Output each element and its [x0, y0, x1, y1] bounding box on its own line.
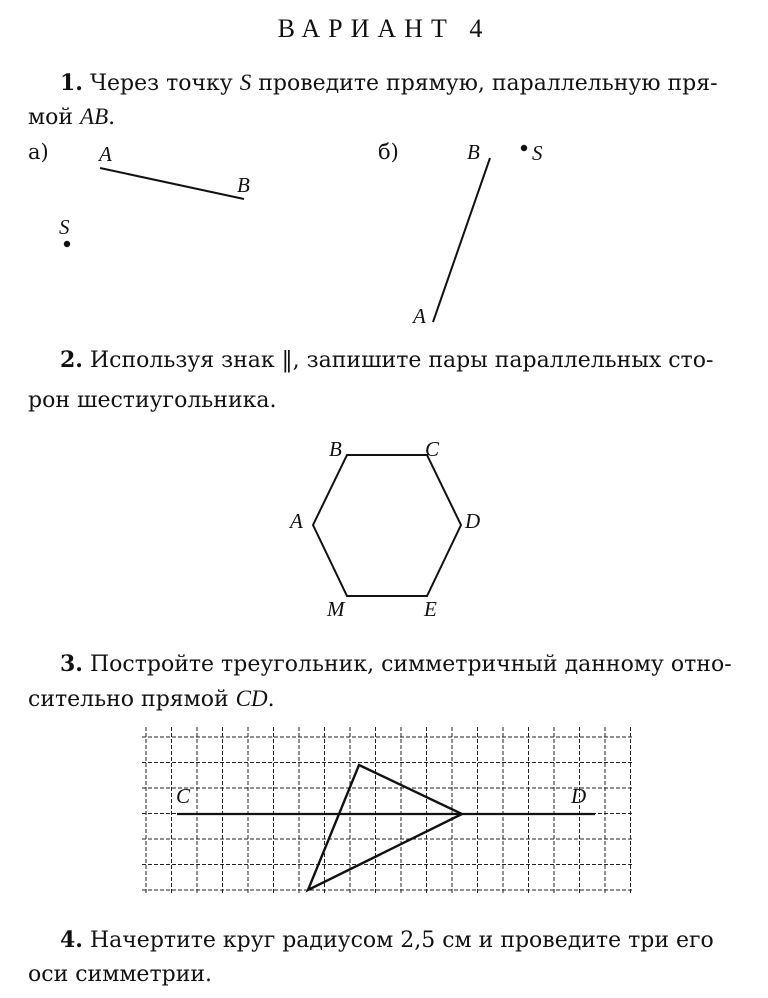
- task-1-text-b: проведите прямую, параллельную пря-: [251, 71, 718, 96]
- hexagon-vertex-C-label: C: [425, 437, 440, 461]
- grid-paper: [142, 727, 634, 895]
- task-1-number: 1.: [60, 70, 83, 96]
- task-1b-point-A-label: A: [413, 304, 426, 328]
- task-1a-point-S: [64, 241, 70, 247]
- task-4-line-2: оси симметрии.: [28, 962, 213, 987]
- task-1-part-b-label: б): [378, 140, 399, 164]
- hexagon-vertex-B-label: B: [329, 437, 342, 461]
- task-1-part-a-label: а): [28, 140, 49, 164]
- page-title: ВАРИАНТ 4: [277, 14, 491, 43]
- task-1a-point-A-label: A: [99, 142, 112, 166]
- task-2-line-2: рон шестиугольника.: [28, 388, 277, 413]
- hexagon-vertex-A-label: A: [290, 509, 303, 533]
- task-3-text-1: Постройте треугольник, симметричный данному отно-: [82, 652, 732, 677]
- task-2-text-1: Используя знак ‖, запишите пары параллельных сто-: [82, 348, 714, 373]
- task-3-point-D-label: D: [571, 784, 587, 808]
- task-2-number: 2.: [60, 347, 83, 373]
- task-3-point-C-label: C: [176, 784, 191, 808]
- task-1-point: S: [239, 70, 252, 95]
- task-1b-point-S-label: S: [532, 141, 543, 165]
- hexagon-vertex-E-label: E: [424, 597, 437, 621]
- task-1a-segment-AB: [100, 168, 244, 199]
- task-1-text-a: Через точку: [89, 71, 240, 96]
- task-4-number: 4.: [60, 927, 83, 953]
- task-1-text-c: мой: [28, 105, 81, 130]
- hexagon-vertex-D-label: D: [465, 509, 481, 533]
- task-3-number: 3.: [60, 651, 83, 677]
- task-3-text-2b: .: [267, 687, 275, 712]
- task-1b-point-S: [521, 145, 527, 151]
- hexagon-vertex-M-label: M: [327, 597, 345, 621]
- task-3-triangle: [308, 765, 462, 890]
- task-1a-point-B-label: B: [237, 173, 250, 197]
- task-1-text-d: .: [108, 105, 116, 130]
- task-1-line-name: AB: [80, 104, 109, 129]
- task-1a-point-S-label: S: [59, 215, 70, 239]
- task-1b-point-B-label: B: [467, 140, 480, 164]
- task-4-text-1: Начертите круг радиусом 2,5 см и проведите три его: [82, 928, 714, 953]
- hexagon: [313, 455, 461, 596]
- task-3-text-2a: сительно прямой: [28, 687, 236, 712]
- task-1b-segment-AB: [433, 158, 490, 322]
- task-3-line-name: CD: [235, 686, 268, 711]
